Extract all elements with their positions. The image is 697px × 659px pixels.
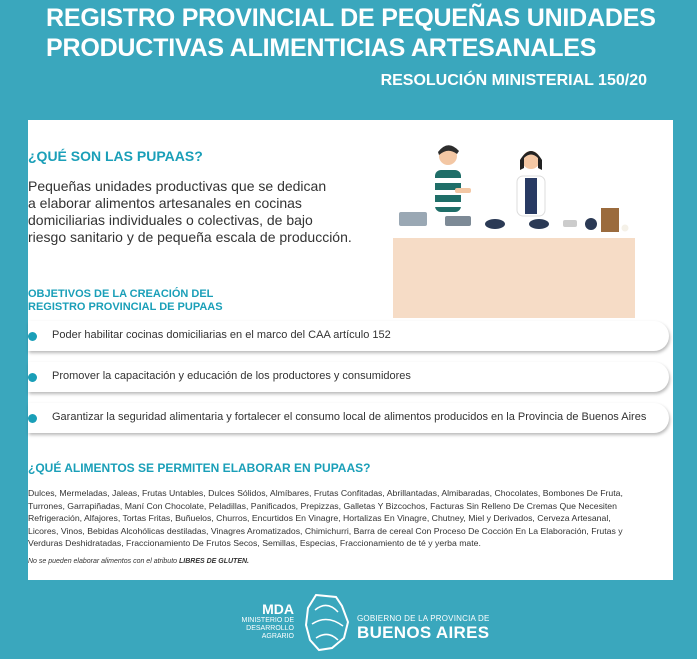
pot — [399, 212, 427, 226]
foods-line: Licores, Vinos, Bebidas Alcohólicas destiladas, Vinagres Aromatizados, Chimichurri, Barra de cereal Con Proceso De Cocción En La Elaboración, Frutas y — [28, 525, 623, 536]
jar — [601, 208, 619, 232]
resolution-subtitle: RESOLUCIÓN MINISTERIAL 150/20 — [380, 72, 647, 89]
section-what-text — [28, 178, 378, 246]
page-title-line2: PRODUCTIVAS ALIMENTICIAS ARTESANALES — [46, 34, 597, 62]
objective-text: Poder habilitar cocinas domiciliarias en el marco del CAA artículo 152 — [52, 329, 391, 341]
bullet-icon — [28, 414, 37, 423]
cooks-illustration — [393, 138, 643, 318]
gluten-note — [28, 558, 249, 565]
gob-line-big: BUENOS AIRES — [357, 623, 490, 642]
objective-item — [28, 321, 669, 351]
section-foods-title: ¿QUÉ ALIMENTOS SE PERMITEN ELABORAR EN PUPAAS? — [28, 461, 371, 475]
mda-acronym: MDA — [262, 601, 294, 617]
page-title — [46, 3, 686, 63]
teapot — [585, 218, 597, 230]
intro-line: domiciliarias individuales o colectivas, de bajo — [28, 212, 313, 228]
content-panel — [28, 120, 673, 580]
gluten-note-text: No se pueden elaborar alimentos con el atributo — [28, 558, 179, 565]
mda-line2: DESARROLLO AGRARIO — [246, 625, 294, 640]
foods-line: Dulces, Mermeladas, Jaleas, Frutas Untables, Dulces Sólidos, Almíbares, Frutas Confitadas, Abrillantadas, Almibaradas, Chocolates, Bombones De Fruta, — [28, 488, 623, 498]
gob-logo — [357, 614, 490, 642]
foods-line: Refrigeración, Alfajores, Tortas Fritas, Buñuelos, Churros, Encurtidos En Vinagre, Hortalizas En Vinagre, Chutney, Miel y Derivados, Cerveza Artesanal, — [28, 513, 611, 523]
page-title-line1: REGISTRO PROVINCIAL DE PEQUEÑAS UNIDADES — [46, 4, 656, 32]
objective-text: Promover la capacitación y educación de los productores y consumidores — [52, 370, 411, 382]
foods-line: Turrones, Garrapiñadas, Maní Con Chocolate, Peladillas, Panificados, Prepizzas, Galletas Y Bizcochos, Facturas Sin Relleno De Cremas Que Necesiten — [28, 500, 617, 511]
female-cook-figure — [517, 151, 545, 216]
kitchen-counter — [393, 238, 635, 318]
section-what-title: ¿QUÉ SON LAS PUPAAS? — [28, 148, 203, 164]
male-cook-figure — [435, 145, 471, 212]
section-objectives-title-line1: OBJETIVOS DE LA CREACIÓN DEL — [28, 288, 214, 300]
foods-line: Verduras Deshidratadas, Fraccionamiento De Frutos Secos, Semillas, Especias, Fraccionamiento de té y yerba mate. — [28, 538, 481, 548]
section-objectives-title-line2: REGISTRO PROVINCIAL DE PUPAAS — [28, 301, 223, 313]
province-map-icon — [302, 592, 352, 654]
objective-item — [28, 403, 669, 433]
bullet-icon — [28, 332, 37, 341]
section-objectives-title — [28, 288, 288, 314]
bowl — [485, 219, 505, 229]
pan — [445, 216, 471, 226]
header-banner — [0, 0, 697, 118]
cutting-board — [563, 220, 577, 227]
bullet-icon — [28, 373, 37, 382]
gluten-note-bold: LIBRES DE GLUTEN. — [178, 558, 249, 565]
foods-list — [28, 487, 668, 550]
objective-item — [28, 362, 669, 392]
mda-logo — [232, 601, 294, 641]
objective-text: Garantizar la seguridad alimentaria y fortalecer el consumo local de alimentos producidos en la Provincia de Buenos Aires — [52, 411, 647, 423]
egg — [622, 225, 629, 232]
bowl — [529, 219, 549, 229]
intro-line: riesgo sanitario y de pequeña escala de producción. — [28, 229, 352, 245]
intro-line: a elaborar alimentos artesanales en cocinas — [28, 195, 302, 211]
mda-line1: MINISTERIO DE — [241, 617, 294, 624]
intro-line: Pequeñas unidades productivas que se dedican — [28, 178, 327, 194]
gob-line-small: GOBIERNO DE LA PROVINCIA DE — [357, 614, 490, 623]
